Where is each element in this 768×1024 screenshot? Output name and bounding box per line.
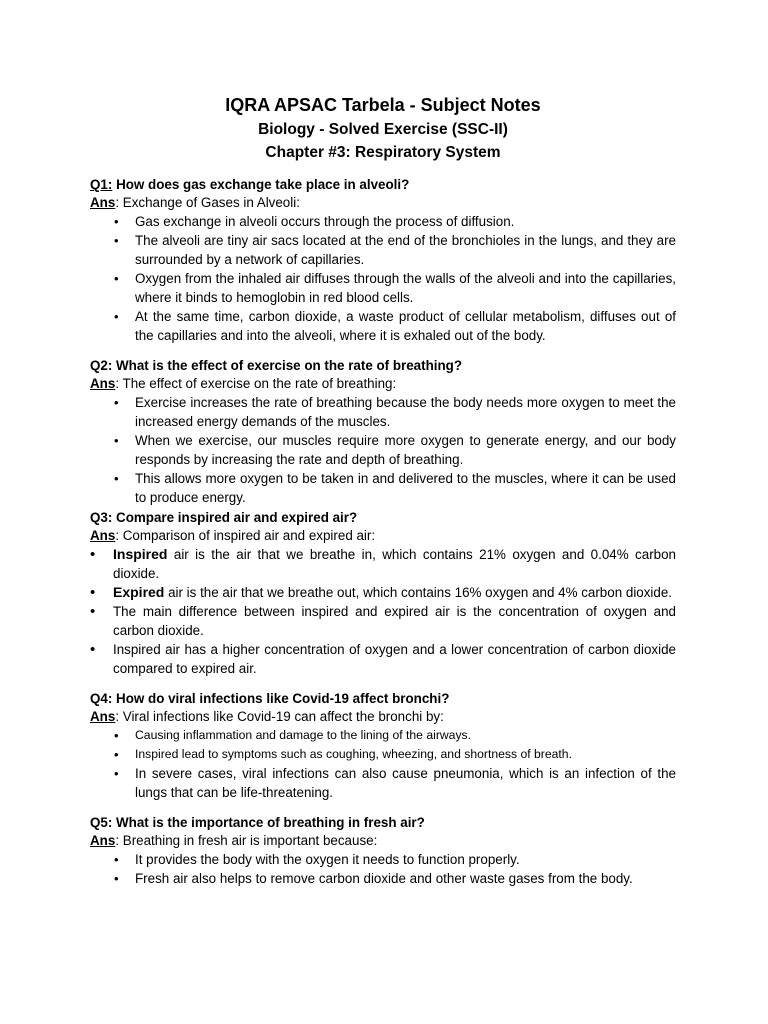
answer-3-intro-line: Ans: Comparison of inspired air and expired air: — [90, 528, 376, 543]
answer-3-list — [90, 545, 676, 678]
question-4-section — [90, 690, 676, 802]
inspired-term: Inspired — [113, 546, 168, 562]
list-item: • Exercise increases the rate of breathing because the body needs more oxygen to meet the increased energy demands of the muscles. — [90, 393, 676, 431]
list-item: • This allows more oxygen to be taken in and delivered to the muscles, where it can be used to produce energy. — [90, 469, 676, 507]
answer-2-list — [90, 393, 676, 507]
list-item: • In severe cases, viral infections can also cause pneumonia, which is an infection of the lungs that can be life-threatening. — [90, 764, 676, 802]
answer-1-intro: Exchange of Gases in Alveoli: — [122, 195, 300, 210]
question-1-number: Q1: — [90, 177, 113, 192]
inspired-description: air is the air that we breathe in, which contains 21% oxygen and 0.04% carbon dioxide. — [113, 547, 676, 581]
answer-label: Ans — [90, 376, 116, 391]
question-3-heading: Q3: Compare inspired air and expired air? — [90, 510, 358, 525]
answer-1-list — [90, 212, 676, 345]
answer-label: Ans — [90, 195, 116, 210]
list-item: • The main difference between inspired and expired air is the concentration of oxygen and carbon dioxide. — [90, 602, 676, 640]
expired-description: air is the air that we breathe out, which contains 16% oxygen and 4% carbon dioxide. — [164, 585, 673, 600]
list-item: • Fresh air also helps to remove carbon dioxide and other waste gases from the body. — [90, 869, 676, 888]
list-item: • At the same time, carbon dioxide, a waste product of cellular metabolism, diffuses out of the capillaries and into the alveoli, where it is exhaled out of the body. — [90, 307, 676, 345]
question-1-text: How does gas exchange take place in alveoli? — [116, 177, 410, 192]
list-item-inspired — [90, 545, 676, 583]
answer-2-intro-line: Ans: The effect of exercise on the rate of breathing: — [90, 376, 397, 391]
list-item: • Inspired lead to symptoms such as coughing, wheezing, and shortness of breath. — [90, 745, 676, 764]
answer-4-list — [90, 764, 676, 802]
answer-4-intro-line: Ans: Viral infections like Covid-19 can affect the bronchi by: — [90, 709, 444, 724]
answer-label: Ans — [90, 709, 116, 724]
question-4-heading: Q4: How do viral infections like Covid-19 affect bronchi? — [90, 691, 450, 706]
list-item: • Gas exchange in alveoli occurs through the process of diffusion. — [90, 212, 676, 231]
document-subtitle: Biology - Solved Exercise (SSC-II) — [258, 121, 508, 138]
question-1-heading — [90, 176, 676, 194]
list-item: • When we exercise, our muscles require more oxygen to generate energy, and our body responds by increasing the rate and depth of breathing. — [90, 431, 676, 469]
answer-5-intro: Breathing in fresh air is important because: — [122, 833, 378, 848]
question-5-section — [90, 814, 676, 888]
answer-2-intro: The effect of exercise on the rate of breathing: — [122, 376, 397, 391]
answer-3-intro: Comparison of inspired air and expired air: — [122, 528, 376, 543]
list-item: • Causing inflammation and damage to the lining of the airways. — [90, 726, 676, 745]
list-item: • The alveoli are tiny air sacs located at the end of the bronchioles in the lungs, and they are surrounded by a network of capillaries. — [90, 231, 676, 269]
question-2-heading: Q2: What is the effect of exercise on the rate of breathing? — [90, 358, 463, 373]
expired-term: Expired — [113, 584, 165, 600]
answer-label: Ans — [90, 833, 116, 848]
chapter-title: Chapter #3: Respiratory System — [265, 144, 501, 161]
document-title: IQRA APSAC Tarbela - Subject Notes — [225, 95, 541, 115]
question-1-section — [90, 176, 676, 345]
question-2-section — [90, 357, 676, 507]
list-item: • Oxygen from the inhaled air diffuses through the walls of the alveoli and into the capillaries, where it binds to hemoglobin in red blood cells. — [90, 269, 676, 307]
question-3-section — [90, 509, 676, 678]
answer-4-list-small — [90, 726, 676, 764]
list-item: • It provides the body with the oxygen it needs to function properly. — [90, 850, 676, 869]
list-item: • Inspired air has a higher concentration of oxygen and a lower concentration of carbon dioxide compared to expired air. — [90, 640, 676, 678]
answer-label: Ans — [90, 528, 116, 543]
answer-5-intro-line: Ans: Breathing in fresh air is important because: — [90, 833, 378, 848]
document-header — [90, 92, 676, 164]
answer-5-list — [90, 850, 676, 888]
answer-1-intro-line: Ans: Exchange of Gases in Alveoli: — [90, 195, 300, 210]
answer-4-intro: Viral infections like Covid-19 can affect the bronchi by: — [122, 709, 444, 724]
question-5-heading: Q5: What is the importance of breathing in fresh air? — [90, 815, 425, 830]
list-item-expired — [90, 583, 676, 602]
